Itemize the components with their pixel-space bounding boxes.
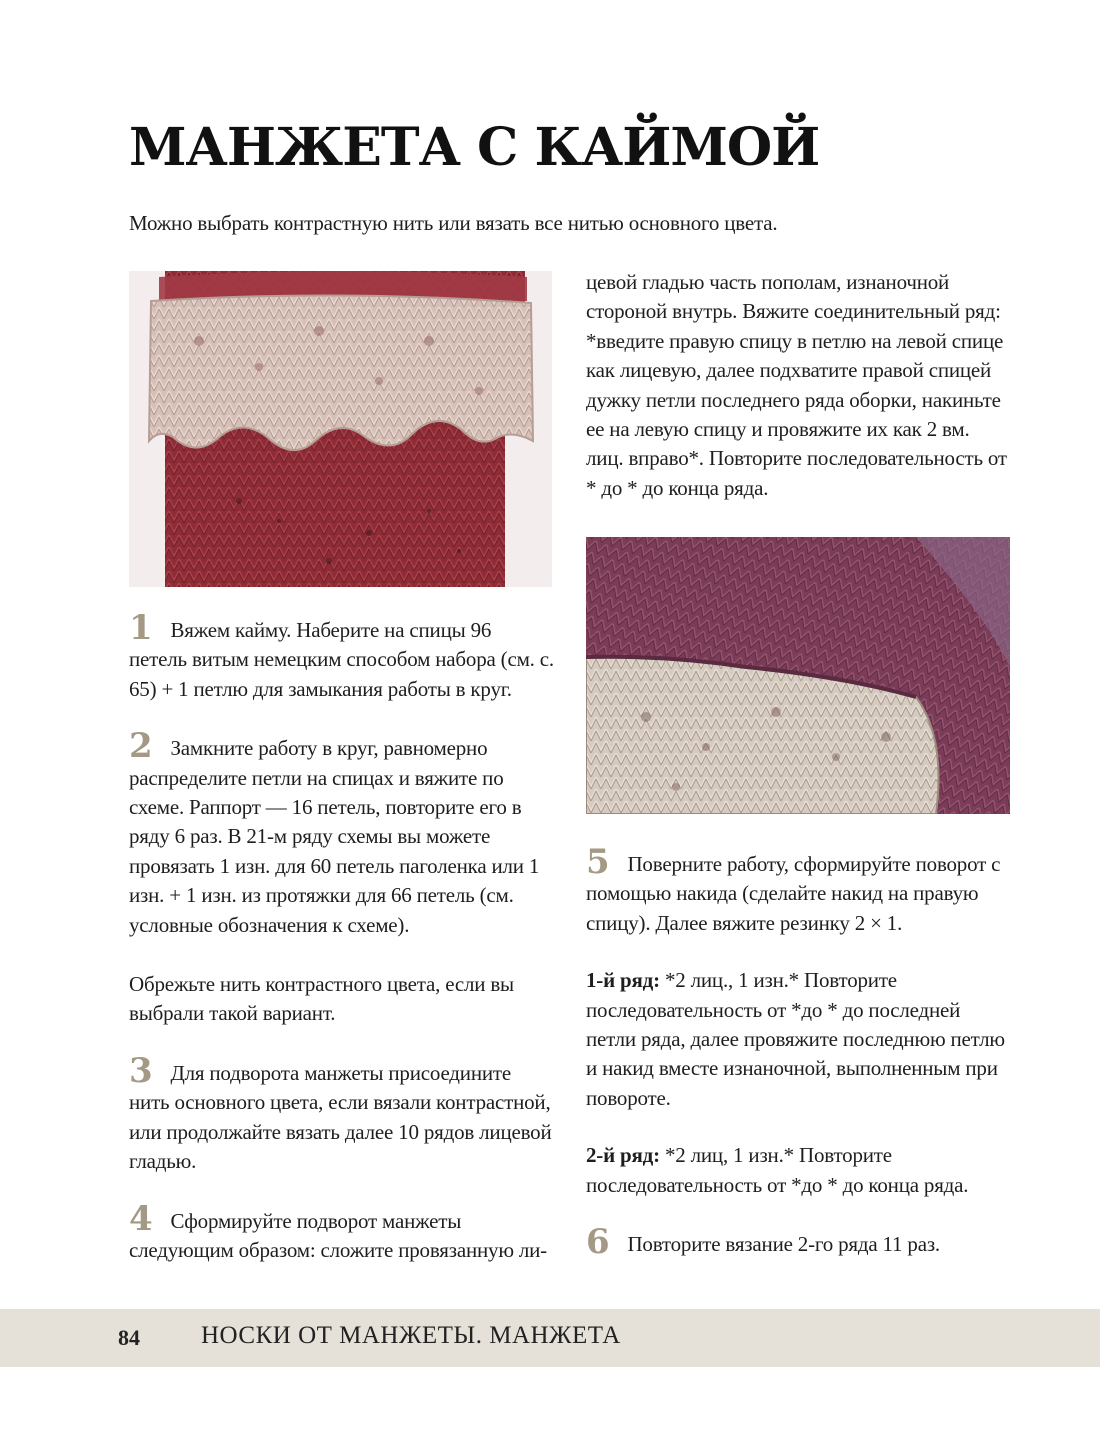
step-text: Замкните работу в круг, равномерно распределите петли на спицах и вяжите по схеме. Раппорт — 16 петель, повторите его в ряду 6 раз. В 21-м ряду схемы вы можете провязать 1 изн. для 60 петель паголенка или 1 изн. + 1 изн. из протяжки для 66 петель (см. условные обозначения к схеме). <box>129 736 540 937</box>
running-head: НОСКИ ОТ МАНЖЕТЫ. МАНЖЕТА <box>201 1322 621 1349</box>
step-number: 3 <box>129 1050 153 1091</box>
step-4-continuation: цевой гладью часть пополам, изнаночной стороной внутрь. Вяжите соединительный ряд: *введите правую спицу в петлю на левой спице как лицевую, далее подхватите правой спицей дужку петли последнего ряда оборки, накиньте ее на левую спицу и провяжите их как 2 вм. лиц. вправо*. Повторите последовательность от * до * до конца ряда. <box>586 270 1007 500</box>
step-3 <box>129 1050 554 1177</box>
step-2 <box>129 726 554 940</box>
step-5 <box>586 842 1011 938</box>
intro-text: Можно выбрать контрастную нить или вязать все нитью основного цвета. <box>129 211 778 235</box>
step-text: Вяжем кайму. Наберите на спицы 96 петель витым немецким способом набора (см. с. 65) + 1 петлю для замыкания работы в круг. <box>129 618 554 701</box>
right-column-bottom <box>586 842 1011 1263</box>
step-2-note: Обрежьте нить контрастного цвета, если вы выбрали такой вариант. <box>129 972 514 1026</box>
photo-sock-cuff <box>129 271 552 587</box>
step-text: Для подворота манжеты присоедините нить основного цвета, если вязали контрастной, или продолжайте вязать далее 10 рядов лицевой гладью. <box>129 1060 552 1174</box>
row-text: *2 лиц, 1 изн.* Повторите последовательность от *до * до конца ряда. <box>586 1143 969 1197</box>
left-column <box>129 608 554 1265</box>
step-text: Поверните работу, сформируйте поворот с помощью накида (сделайте накид на правую спицу). Далее вяжите резинку 2 × 1. <box>586 852 1001 935</box>
page-title: МАНЖЕТА С КАЙМОЙ <box>129 117 820 178</box>
step-text: Повторите вязание 2-го ряда 11 раз. <box>627 1232 940 1257</box>
page-number: 84 <box>118 1325 140 1350</box>
row-label: 1-й ряд: <box>586 968 660 993</box>
step-number: 2 <box>129 726 153 767</box>
step-4 <box>129 1198 554 1266</box>
row-label: 2-й ряд: <box>586 1143 660 1168</box>
step-number: 6 <box>586 1222 610 1263</box>
right-column-top <box>586 268 1011 503</box>
row-text: *2 лиц., 1 изн.* Повторите последовательность от *до * до последней петли ряда, далее провяжите последнюю петлю и накид вместе изнаночной, выполненным при повороте. <box>586 968 1005 1110</box>
step-1 <box>129 608 554 704</box>
step-number: 5 <box>586 842 610 882</box>
step-number: 1 <box>129 608 153 648</box>
step-text: Сформируйте подворот манжеты следующим образом: сложите провязанную ли- <box>129 1208 547 1262</box>
row-2-instruction <box>586 1141 1011 1200</box>
step-number: 4 <box>129 1198 153 1239</box>
row-1-instruction <box>586 966 1011 1113</box>
step-6 <box>586 1222 1011 1263</box>
photo-folding-cuff <box>586 537 1010 814</box>
